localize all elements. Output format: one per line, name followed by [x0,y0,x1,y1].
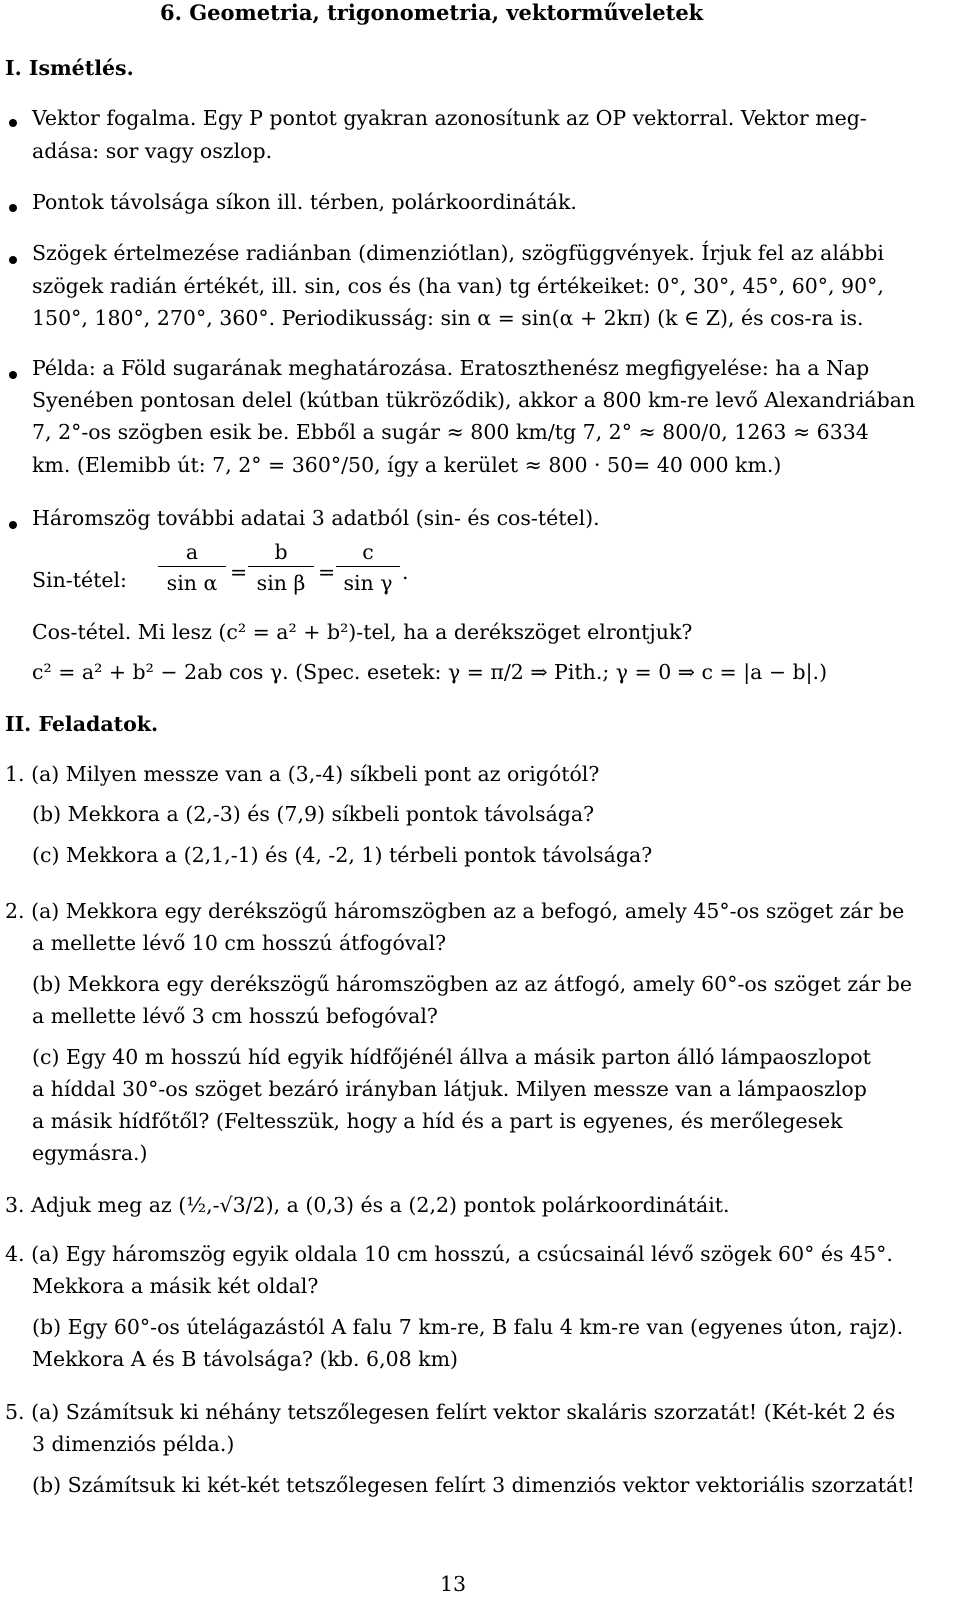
task-line: (b) Számítsuk ki két-két tetszőlegesen felírt 3 dimenziós vektor vektoriális szorzatát! [32,1473,915,1497]
bullet-line: szögek radián értékét, ill. sin, cos és (ha van) tg értékeiket: 0°, 30°, 45°, 60°, 90°, [32,274,884,298]
bullet-line: Szögek értelmezése radiánban (dimenziótlan), szögfüggvények. Írjuk fel az alábbi [32,241,884,265]
task-line: (b) Egy 60°-os útelágazástól A falu 7 km-re, B falu 4 km-re van (egyenes úton, rajz). [32,1315,904,1339]
bullet-line: Syenében pontosan delel (kútban tükröződik), akkor a 800 km-re levő Alexandriában [32,388,916,412]
section-heading-repetition: I. Ismétlés. [5,56,134,80]
task-line: a híddal 30°-os szöget bezáró irányban látjuk. Milyen messze van a lámpaoszlop [32,1077,867,1101]
denominator: sin α [166,571,218,595]
fraction-a [158,540,226,595]
task-line: 1. (a) Milyen messze van a (3,-4) síkbeli pont az origótól? [5,762,600,786]
task-line: egymásra.) [32,1141,148,1165]
task-line: Mekkora A és B távolsága? (kb. 6,08 km) [32,1347,459,1371]
numerator: b [248,540,314,567]
bullet-line: 150°, 180°, 270°, 360°. Periodikusság: sin α = sin(α + 2kπ) (k ∈ Z), és cos-ra is. [32,306,864,330]
task-line: 2. (a) Mekkora egy derékszögű háromszögben az a befogó, amely 45°-os szöget zár be [5,899,905,923]
bullet-dot [9,256,17,264]
task-line: (c) Mekkora a (2,1,-1) és (4, -2, 1) térbeli pontok távolsága? [32,843,653,867]
bullet-line: Háromszög további adatai 3 adatból (sin- és cos-tétel). [32,506,600,530]
page-title: 6. Geometria, trigonometria, vektorműveletek [160,0,704,25]
bullet-dot [9,119,17,127]
page-number: 13 [440,1572,467,1596]
cos-formula-line: c² = a² + b² − 2ab cos γ. (Spec. esetek: γ = π/2 ⇒ Pith.; γ = 0 ⇒ c = |a − b|.) [32,660,828,684]
task-line: 5. (a) Számítsuk ki néhány tetszőlegesen felírt vektor skaláris szorzatát! (Két-két 2 és [5,1400,896,1424]
fraction-c [336,540,400,595]
task-line: a másik hídfőtől? (Feltesszük, hogy a híd és a part is egyenes, és merőlegesek [32,1109,843,1133]
section-heading-tasks: II. Feladatok. [5,712,159,736]
task-line: (b) Mekkora egy derékszögű háromszögben az az átfogó, amely 60°-os szöget zár be [32,972,913,996]
bullet-dot [9,371,17,379]
task-line: (b) Mekkora a (2,-3) és (7,9) síkbeli pontok távolsága? [32,802,595,826]
denominator: sin γ [343,571,393,595]
task-line: 4. (a) Egy háromszög egyik oldala 10 cm hosszú, a csúcsainál lévő szögek 60° és 45°. [5,1242,893,1266]
task-line: a mellette lévő 10 cm hosszú átfogóval? [32,931,447,955]
equals-sign: = [230,560,248,584]
task-line: 3. Adjuk meg az (½,-√3/2), a (0,3) és a (2,2) pontok polárkoordinátáit. [5,1193,730,1217]
denominator: sin β [256,571,306,595]
cos-rule-line: Cos-tétel. Mi lesz (c² = a² + b²)-tel, ha a derékszöget elrontjuk? [32,620,693,644]
task-line: 3 dimenziós példa.) [32,1432,235,1456]
task-line: a mellette lévő 3 cm hosszú befogóval? [32,1004,438,1028]
task-line: Mekkora a másik két oldal? [32,1274,319,1298]
bullet-line: Pontok távolsága síkon ill. térben, polárkoordináták. [32,190,577,214]
sine-rule-label: Sin-tétel: [32,568,127,592]
bullet-line: Példa: a Föld sugarának meghatározása. Eratoszthenész megfigyelése: ha a Nap [32,356,870,380]
period: . [402,560,409,584]
fraction-b [248,540,314,595]
equals-sign: = [318,560,336,584]
task-line: (c) Egy 40 m hosszú híd egyik hídfőjénél állva a másik parton álló lámpaoszlopot [32,1045,871,1069]
numerator: c [336,540,400,567]
numerator: a [158,540,226,567]
bullet-line: 7, 2°-os szögben esik be. Ebből a sugár ≈ 800 km/tg 7, 2° ≈ 800/0, 1263 ≈ 6334 [32,420,869,444]
bullet-dot [9,204,17,212]
bullet-line: Vektor fogalma. Egy P pontot gyakran azonosítunk az OP vektorral. Vektor meg- [32,106,867,130]
bullet-dot [9,521,17,529]
bullet-line: adása: sor vagy oszlop. [32,139,273,163]
bullet-line: km. (Elemibb út: 7, 2° = 360°/50, így a kerület ≈ 800 · 50= 40 000 km.) [32,453,782,477]
